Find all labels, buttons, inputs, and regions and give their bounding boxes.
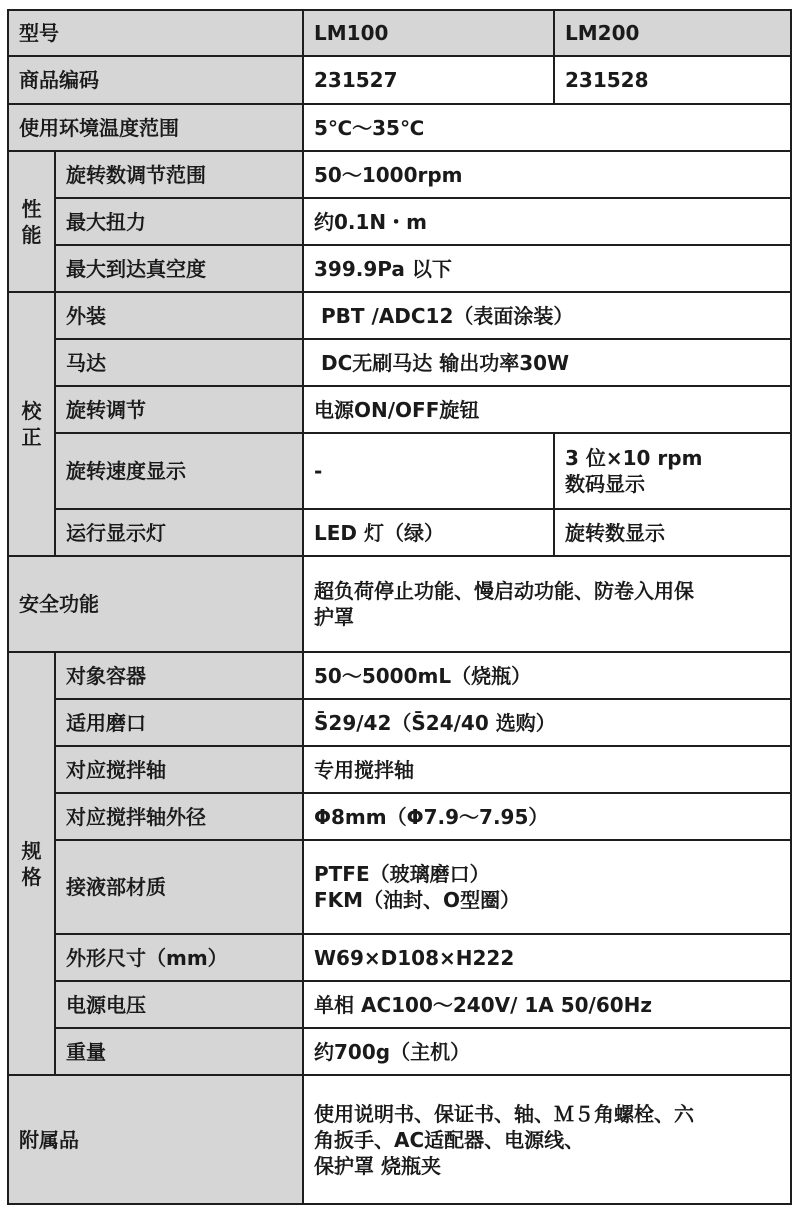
row-label: 接液部材质 (55, 840, 303, 934)
safety-value (303, 556, 791, 652)
model-2-header: LM200 (554, 10, 791, 56)
speed-display-2-line: 3 位×10 rpm (565, 446, 703, 470)
env-temp-value: 5℃〜35℃ (303, 104, 791, 151)
spec-table (7, 9, 792, 1205)
speed-adjust-value: 电源ON/OFF旋钮 (303, 386, 791, 433)
joint-value: S̄29/42（S̄24/40 选购） (303, 699, 791, 746)
table-row (8, 1075, 791, 1204)
table-row (8, 386, 791, 433)
row-label: 安全功能 (8, 556, 303, 652)
product-code-2: 231528 (554, 56, 791, 104)
shaft-value: 专用搅拌轴 (303, 746, 791, 793)
group-label-performance (8, 151, 55, 292)
table-row (8, 793, 791, 840)
speed-display-2-line: 数码显示 (565, 472, 645, 496)
group-label-specs (8, 652, 55, 1075)
table-row (8, 245, 791, 292)
row-label: 对应搅拌轴 (55, 746, 303, 793)
safety-line: 超负荷停止功能、慢启动功能、防卷入用保 (314, 579, 694, 603)
row-label: 马达 (55, 339, 303, 386)
table-row (8, 746, 791, 793)
weight-value: 约700g（主机） (303, 1028, 791, 1075)
speed-display-1: - (303, 433, 554, 509)
row-label: 运行显示灯 (55, 509, 303, 556)
row-label: 商品编码 (8, 56, 303, 104)
shaft-diameter-value: Φ8mm（Φ7.9〜7.95） (303, 793, 791, 840)
group-label-calibration (8, 292, 55, 556)
speed-range-value: 50〜1000rpm (303, 151, 791, 198)
speed-display-2 (554, 433, 791, 509)
accessories-value (303, 1075, 791, 1204)
accessories-line: 角扳手、AC适配器、电源线、 (314, 1127, 585, 1152)
container-value: 50〜5000mL（烧瓶） (303, 652, 791, 699)
motor-value: DC无刷马达 输出功率30W (303, 339, 791, 386)
table-row (8, 433, 791, 509)
row-label: 对应搅拌轴外径 (55, 793, 303, 840)
accessories-line: 保护罩 烧瓶夹 (314, 1153, 441, 1178)
row-label: 最大扭力 (55, 198, 303, 245)
row-label: 适用磨口 (55, 699, 303, 746)
row-label: 外形尺寸（mm） (55, 934, 303, 981)
table-row (8, 151, 791, 198)
product-code-1: 231527 (303, 56, 554, 104)
row-label: 最大到达真空度 (55, 245, 303, 292)
max-vacuum-value: 399.9Pa 以下 (303, 245, 791, 292)
group-label-char: 格 (21, 864, 42, 889)
table-row (8, 509, 791, 556)
table-row (8, 339, 791, 386)
group-label-char: 性 (21, 196, 42, 221)
group-label-char: 规 (21, 838, 42, 863)
table-row (8, 556, 791, 652)
accessories-line: 使用说明书、保证书、轴、Ｍ５角螺栓、六 (314, 1101, 694, 1126)
row-label: 对象容器 (55, 652, 303, 699)
safety-line: 护罩 (314, 605, 354, 629)
table-row (8, 104, 791, 151)
wetted-material-line: FKM（油封、O型圈） (314, 888, 521, 912)
row-label: 电源电压 (55, 981, 303, 1028)
row-label: 外装 (55, 292, 303, 339)
indicator-2: 旋转数显示 (554, 509, 791, 556)
model-label: 型号 (8, 10, 303, 56)
table-row (8, 1028, 791, 1075)
dimensions-value: W69×D108×H222 (303, 934, 791, 981)
row-label: 使用环境温度范围 (8, 104, 303, 151)
table-row (8, 56, 791, 104)
table-header-row (8, 10, 791, 56)
row-label: 旋转速度显示 (55, 433, 303, 509)
wetted-material-line: PTFE（玻璃磨口） (314, 862, 490, 886)
model-1-header: LM100 (303, 10, 554, 56)
row-label: 附属品 (8, 1075, 303, 1204)
group-label-char: 正 (21, 425, 42, 449)
exterior-value: PBT /ADC12（表面涂装） (303, 292, 791, 339)
table-row (8, 981, 791, 1028)
table-row (8, 840, 791, 934)
group-label-char: 能 (21, 222, 42, 247)
table-row (8, 934, 791, 981)
wetted-material-value (303, 840, 791, 934)
table-row (8, 699, 791, 746)
table-row (8, 652, 791, 699)
max-torque-value: 约0.1N・m (303, 198, 791, 245)
table-row (8, 292, 791, 339)
power-value: 单相 AC100〜240V/ 1A 50/60Hz (303, 981, 791, 1028)
table-row (8, 198, 791, 245)
row-label: 重量 (55, 1028, 303, 1075)
indicator-1: LED 灯（绿） (303, 509, 554, 556)
group-label-char: 校 (21, 399, 42, 423)
row-label: 旋转数调节范围 (55, 151, 303, 198)
row-label: 旋转调节 (55, 386, 303, 433)
